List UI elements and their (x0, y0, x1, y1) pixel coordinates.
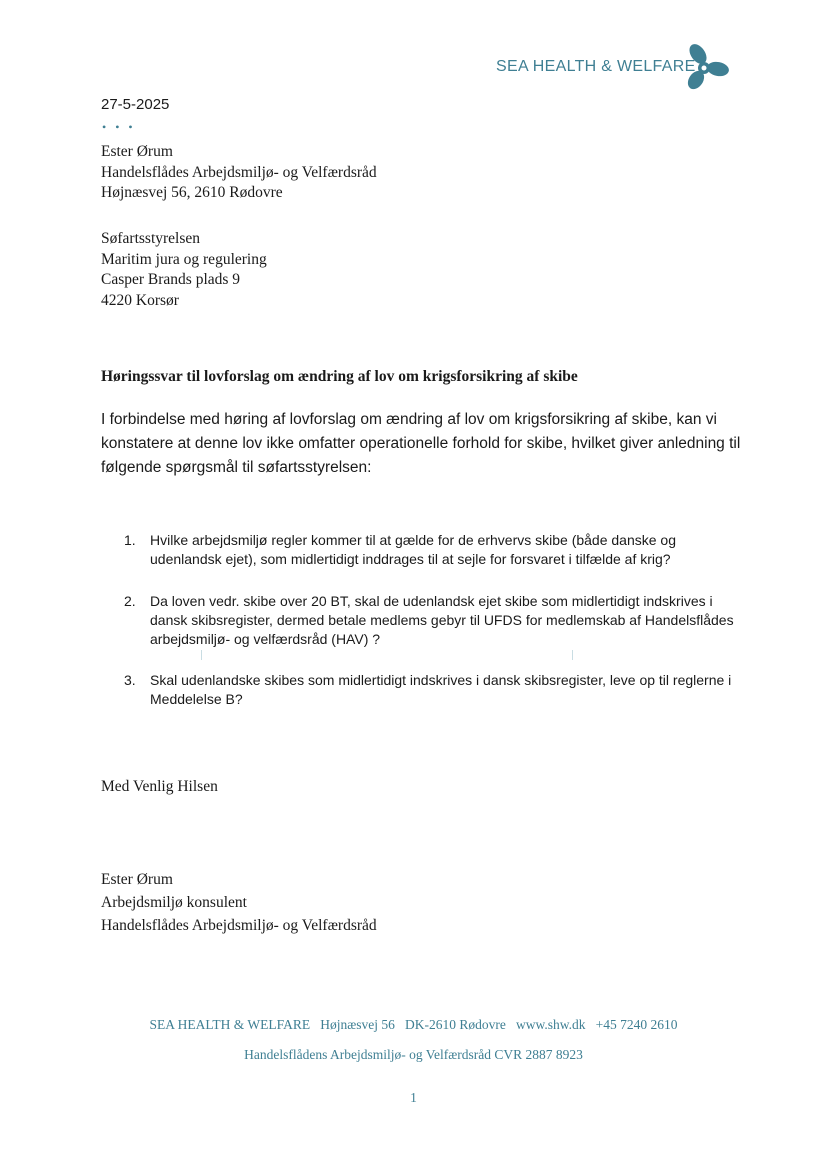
propeller-logo-icon (684, 43, 730, 91)
recipient-name: Søfartsstyrelsen (101, 230, 201, 247)
page-number: 1 (410, 1090, 417, 1105)
footer-registration: Handelsflådens Arbejdsmiljø- og Velfærdsråd CVR 2887 8923 (244, 1047, 583, 1062)
recipient-city: 4220 Korsør (101, 291, 179, 309)
signature-name: Ester Ørum (101, 871, 173, 888)
footer-contact: SEA HEALTH & WELFARE Højnæsvej 56 DK-2610 Rødovre www.shw.dk +45 7240 2610 (149, 1017, 678, 1032)
dot-separator: • • • (102, 120, 136, 134)
recipient-address (101, 229, 267, 311)
sender-name: Ester Ørum (101, 143, 173, 160)
scan-artifact (201, 650, 202, 660)
question-text: Hvilke arbejdsmiljø regler kommer til at gælde for de erhvervs skibe (både danske og udenlandsk ejet), som midlertidigt inddrages til at sejle for forsvaret i tilfælde af krig? (150, 532, 676, 567)
brand-name: SEA HEALTH & WELFARE (496, 58, 696, 75)
question-text: Skal udenlandske skibes som midlertidigt indskrives i dansk skibsregister, leve op til reglerne i Meddelelse B? (150, 672, 732, 707)
intro-paragraph: I forbindelse med høring af lovforslag om ændring af lov om krigsforsikring af skibe, kan vi konstatere at denne lov ikke omfatter operationelle forhold for skibe, hvilket giver anledning til følgende spørgsmål til søfartsstyrelsen: (101, 411, 741, 476)
sender-street: Højnæsvej 56, 2610 Rødovre (101, 184, 283, 201)
letter-subject: Høringssvar til lovforslag om ændring af lov om krigsforsikring af skibe (101, 368, 578, 385)
scan-artifact (572, 650, 573, 660)
question-number: 3. (124, 672, 136, 688)
signature-organization: Handelsflådes Arbejdsmiljø- og Velfærdsråd (101, 917, 377, 934)
sender-address (101, 142, 377, 204)
recipient-department: Maritim jura og regulering (101, 250, 267, 268)
question-text: Da loven vedr. skibe over 20 BT, skal de udenlandsk ejet skibe som midlertidigt indskrives i dansk skibsregister, dermed betale medlems gebyr til UFDS for medlemskab af Handelsflådes arbejdsmiljø- og velfærdsråd (HAV) ? (150, 593, 734, 647)
letter-date: 27-5-2025 (101, 96, 170, 113)
sender-organization: Handelsflådes Arbejdsmiljø- og Velfærdsråd (101, 163, 377, 181)
recipient-street: Casper Brands plads 9 (101, 271, 241, 288)
question-number: 2. (124, 593, 136, 609)
signature-block (101, 868, 377, 937)
question-number: 1. (124, 532, 136, 548)
signature-title: Arbejdsmiljø konsulent (101, 894, 247, 911)
closing-greeting: Med Venlig Hilsen (101, 778, 218, 795)
